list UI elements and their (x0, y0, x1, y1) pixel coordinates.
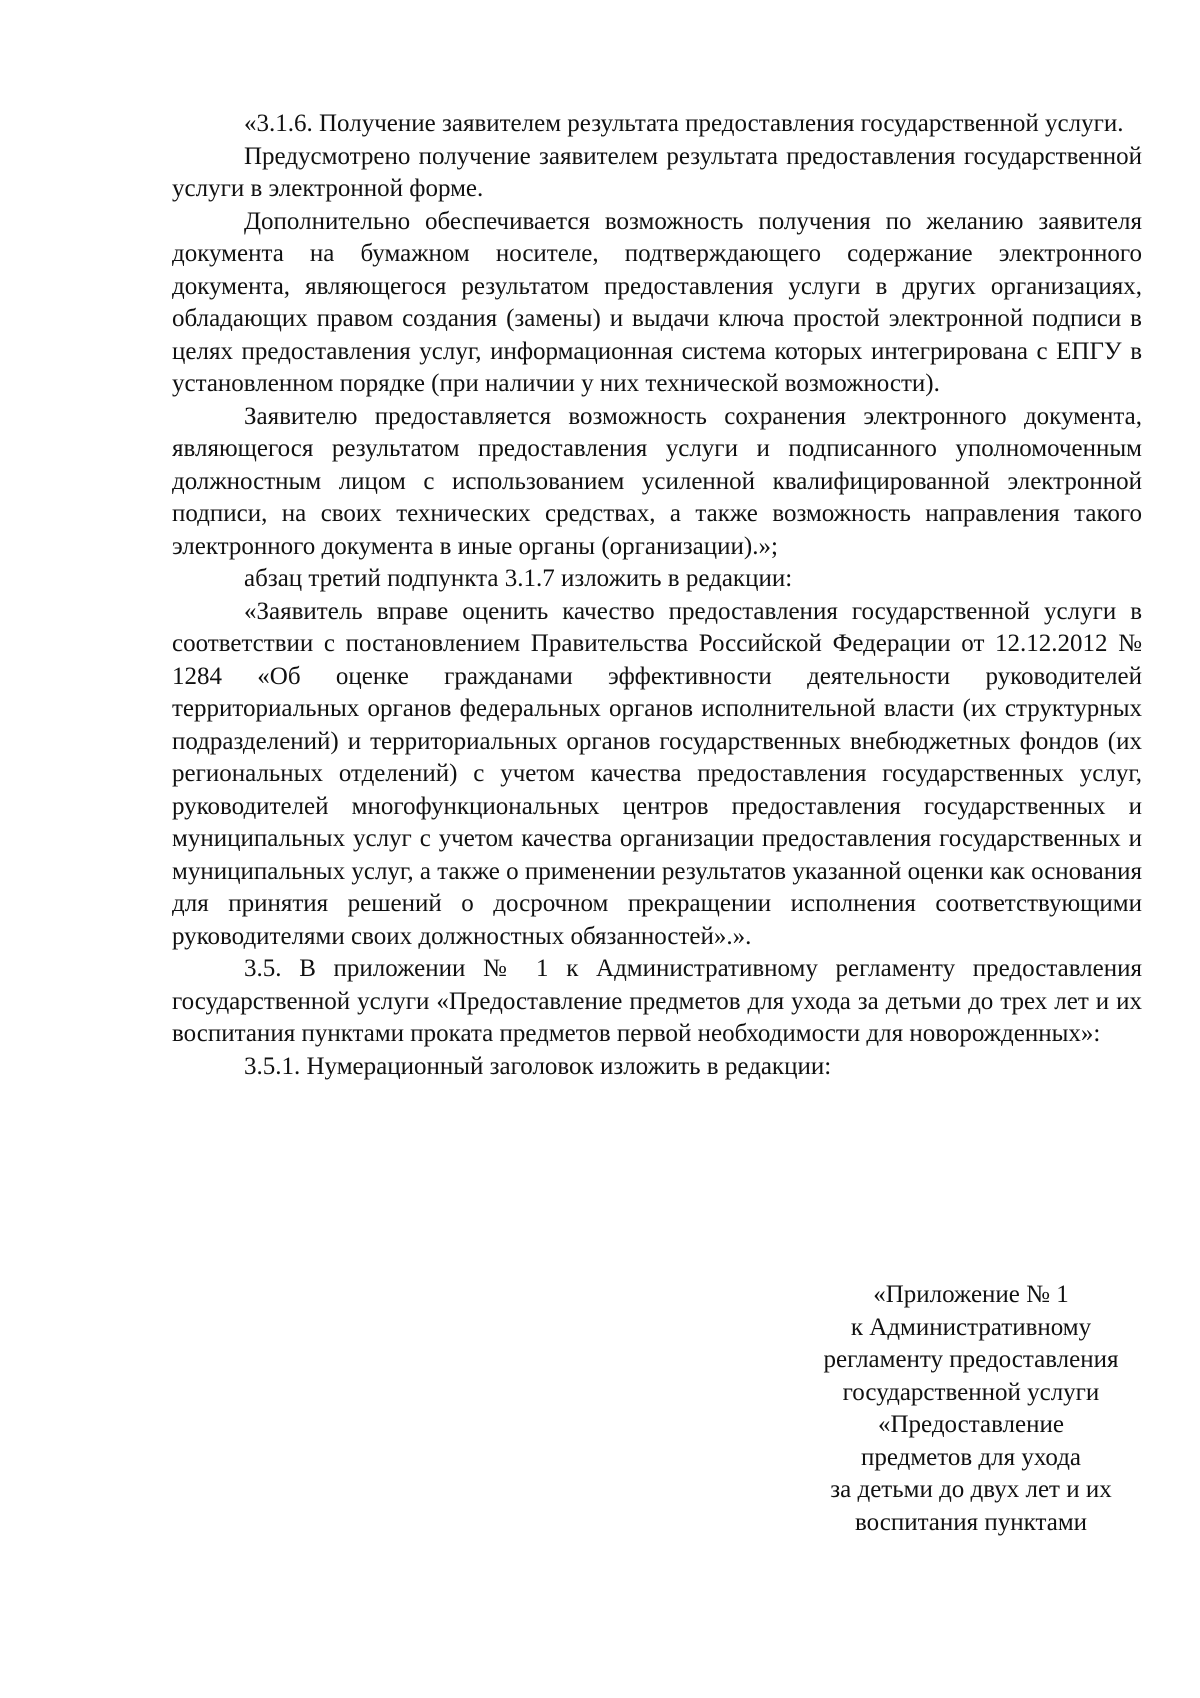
paragraph-save-document: Заявителю предоставляется возможность сохранения электронного документа, являющегося результатом предоставления услуги и подписанного уполномоченным должностным лицом с использованием усиленной квалифицированной электронной подписи, на своих технических средствах, а также возможность направления такого электронного документа в иные органы (организации).»; (172, 402, 1142, 560)
paragraph-amendment-3-1-7: абзац третий подпункта 3.1.7 изложить в редакции: (244, 565, 793, 592)
appendix-heading-block (790, 1279, 1152, 1539)
paragraph-3-5-appendix: 3.5. В приложении № 1 к Административному регламенту предоставления государственной услуги «Предоставление предметов для ухода за детьми до трех лет и их воспитания пунктами проката предметов первой необходимости для новорожденных»: (172, 955, 1142, 1047)
paragraph-3-5-1-heading: 3.5.1. Нумерационный заголовок изложить в редакции: (244, 1052, 832, 1080)
appendix-line: регламенту предоставления (823, 1346, 1119, 1373)
body-text (172, 108, 1142, 1083)
appendix-line: государственной услуги (842, 1378, 1100, 1406)
paragraph-paper-copy: Дополнительно обеспечивается возможность получения по желанию заявителя документа на бумажном носителе, подтверждающего содержание электронного документа, являющегося результатом предоставления услуги в других организациях, обладающих правом создания (замены) и выдачи ключа простой электронной подписи в целях предоставления услуг, информационная система которых интегрирована с ЕПГУ в установленном порядке (при наличии у них технической возможности). (172, 207, 1142, 397)
appendix-line: за детьми до двух лет и их (830, 1476, 1112, 1503)
appendix-line: к Административному (850, 1313, 1092, 1341)
paragraph-3-1-6-heading: «3.1.6. Получение заявителем результата предоставления государственной услуги. (244, 110, 1124, 137)
appendix-line: предметов для ухода (860, 1443, 1082, 1471)
appendix-line: «Предоставление (878, 1411, 1064, 1438)
paragraph-electronic-result: Предусмотрено получение заявителем результата предоставления государственной услуги в электронной форме. (172, 142, 1142, 202)
paragraph-quality-assessment: «Заявитель вправе оценить качество предоставления государственной услуги в соответствии с постановлением Правительства Российской Федерации от 12.12.2012 № 1284 «Об оценке гражданами эффективности деятельности руководителей территориальных органов федеральных органов исполнительной власти (их структурных подразделений) и территориальных органов государственных внебюджетных фондов (их региональных отделений) с учетом качества предоставления государственных услуг, руководителей многофункциональных центров предоставления государственных и муниципальных услуг с учетом качества организации предоставления государственных и муниципальных услуг, а также о применении результатов указанной оценки как основания для принятия решений о досрочном прекращении исполнения соответствующими руководителями своих должностных обязанностей».». (172, 597, 1142, 950)
appendix-line: воспитания пунктами (854, 1508, 1088, 1536)
appendix-line: «Приложение № 1 (873, 1281, 1069, 1308)
